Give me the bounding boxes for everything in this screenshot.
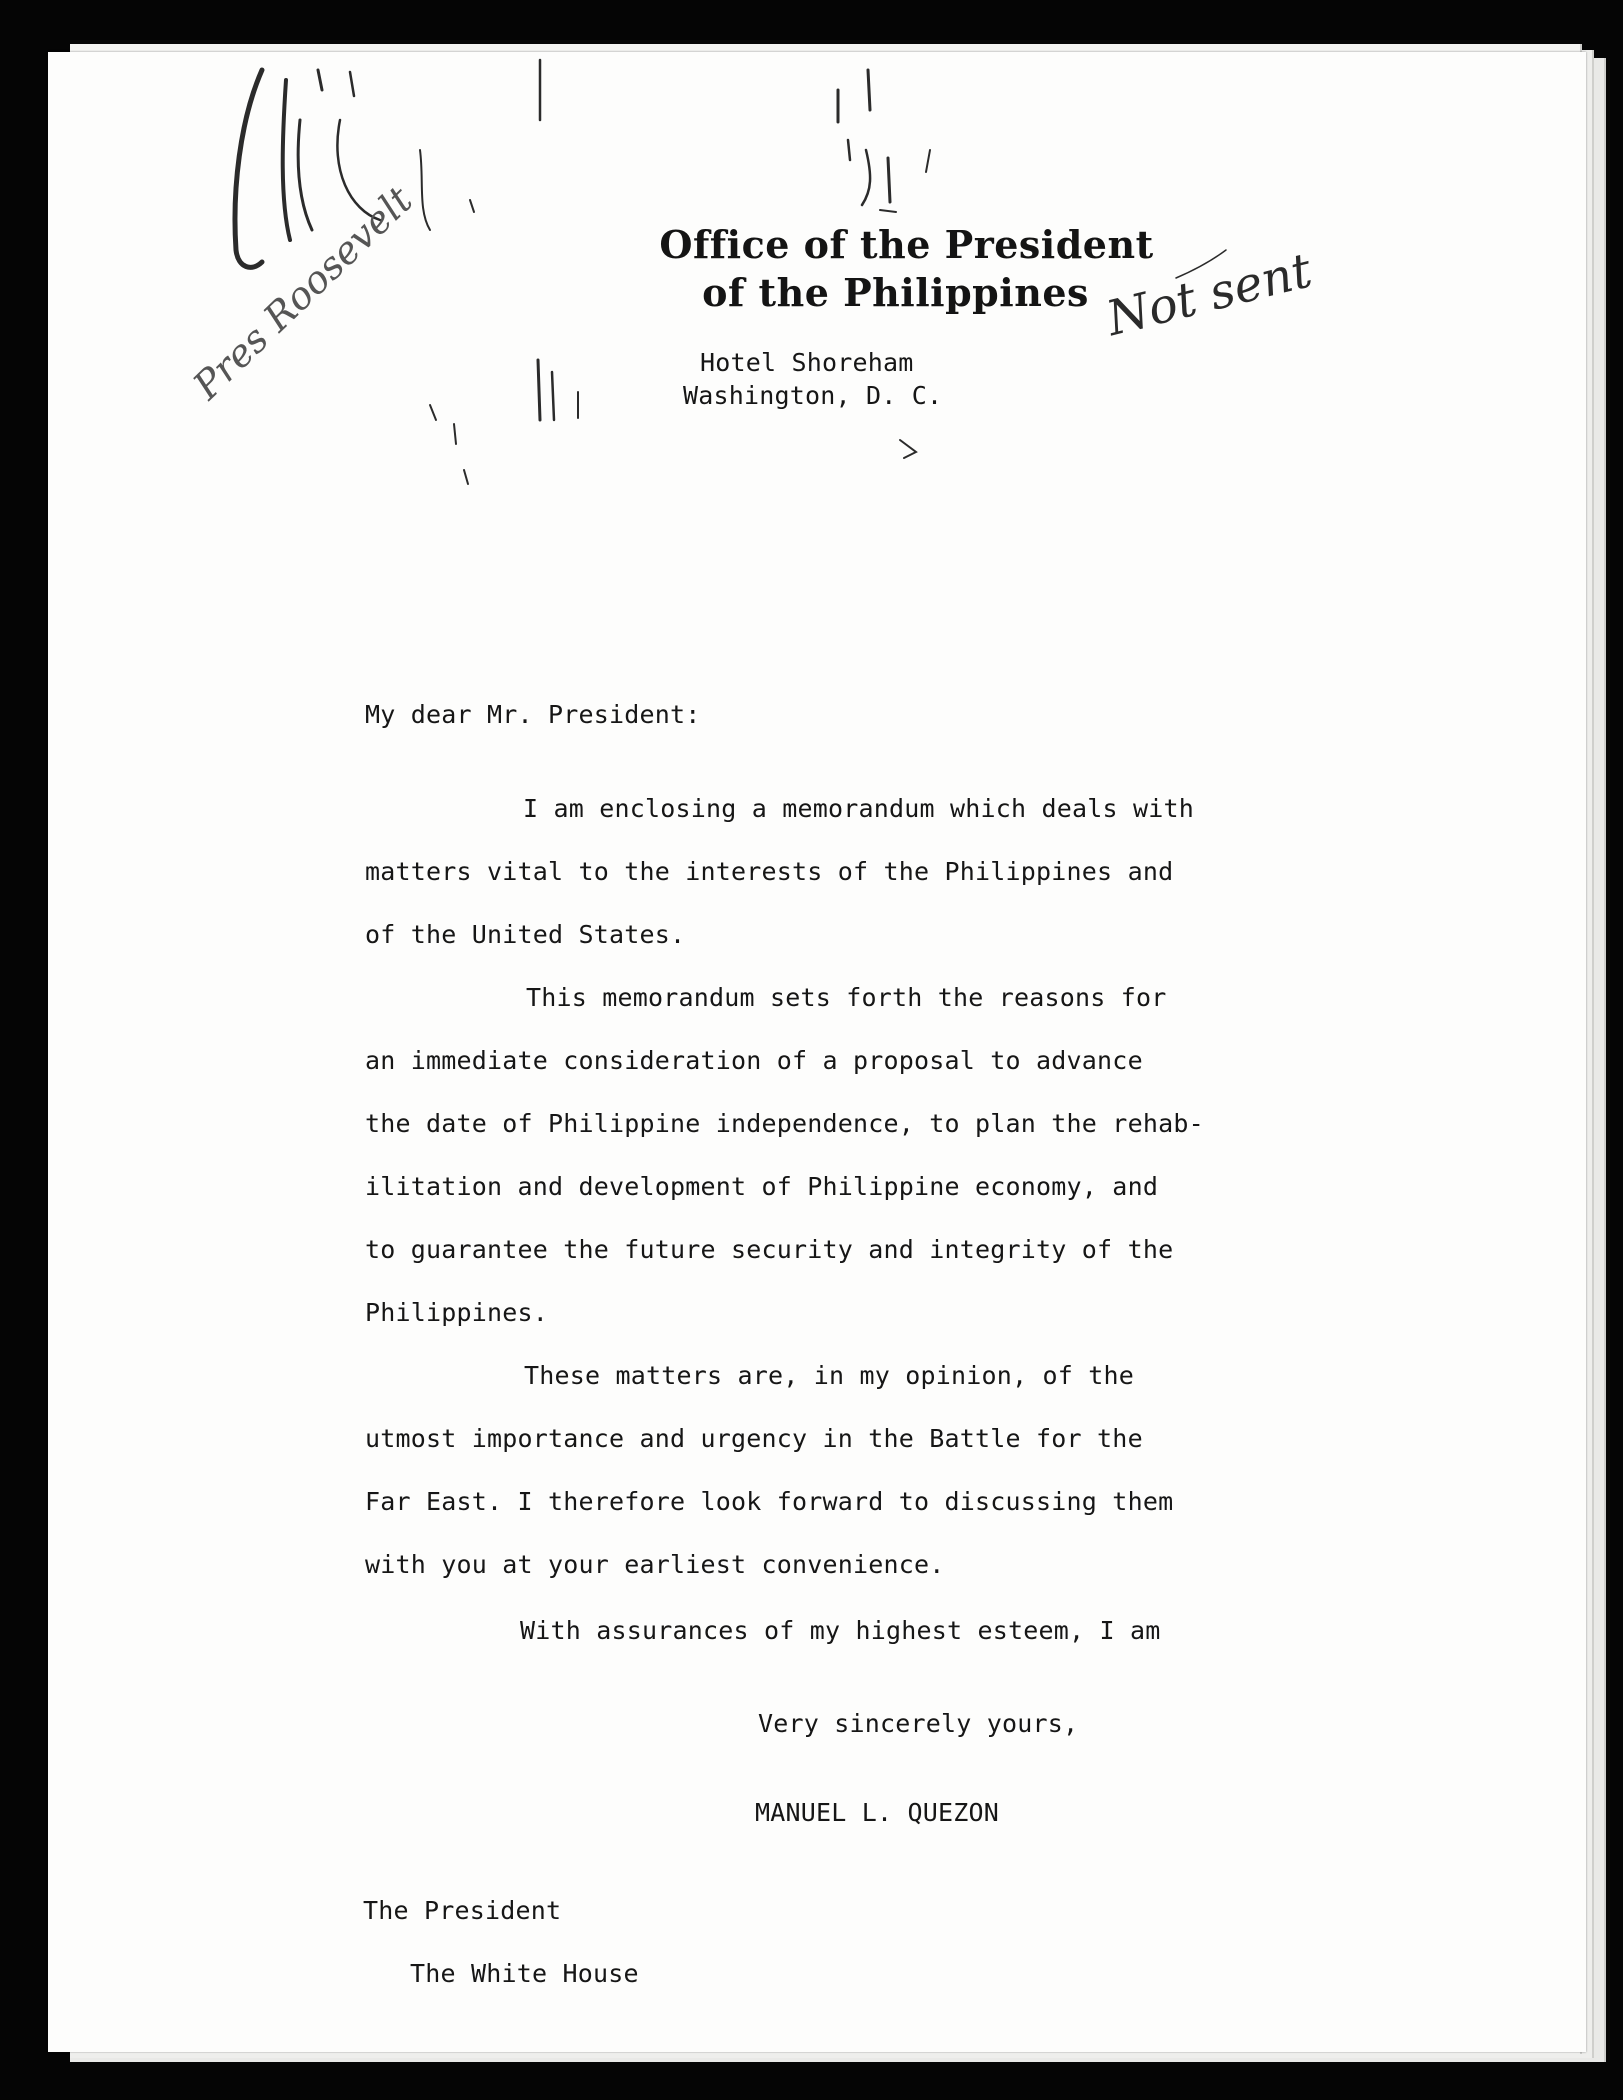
body-line: to guarantee the future security and integrity of the (365, 1235, 1174, 1264)
body-line: I am enclosing a memorandum which deals with (523, 794, 1195, 823)
body-line: This memorandum sets forth the reasons for (526, 983, 1167, 1012)
body-line: the date of Philippine independence, to plan the rehab- (365, 1109, 1204, 1138)
letterhead-subtitle: of the Philippines (702, 270, 1089, 315)
address-line: Hotel Shoreham (700, 348, 914, 377)
body-line: With assurances of my highest esteem, I am (520, 1616, 1161, 1645)
signature-name: MANUEL L. QUEZON (755, 1798, 1000, 1827)
annotation-addressee: Pres Roosevelt (184, 177, 421, 408)
recipient-line: The White House (410, 1959, 639, 1988)
body-line: Philippines. (365, 1298, 549, 1327)
recipient-line: The President (363, 1896, 562, 1925)
annotation-not-sent: Not sent (1101, 242, 1318, 348)
body-line: utmost importance and urgency in the Battle for the (365, 1424, 1143, 1453)
letterhead-title: Office of the President (659, 222, 1154, 267)
body-line: matters vital to the interests of the Philippines and (365, 857, 1174, 886)
address-line: Washington, D. C. (683, 381, 943, 410)
body-line: ilitation and development of Philippine economy, and (365, 1172, 1159, 1201)
closing: Very sincerely yours, (758, 1709, 1079, 1738)
body-line: with you at your earliest convenience. (365, 1550, 945, 1579)
body-line: Far East. I therefore look forward to discussing them (365, 1487, 1174, 1516)
body-line: an immediate consideration of a proposal to advance (365, 1046, 1143, 1075)
body-line: of the United States. (365, 920, 686, 949)
salutation: My dear Mr. President: (365, 700, 701, 729)
body-line: These matters are, in my opinion, of the (524, 1361, 1135, 1390)
